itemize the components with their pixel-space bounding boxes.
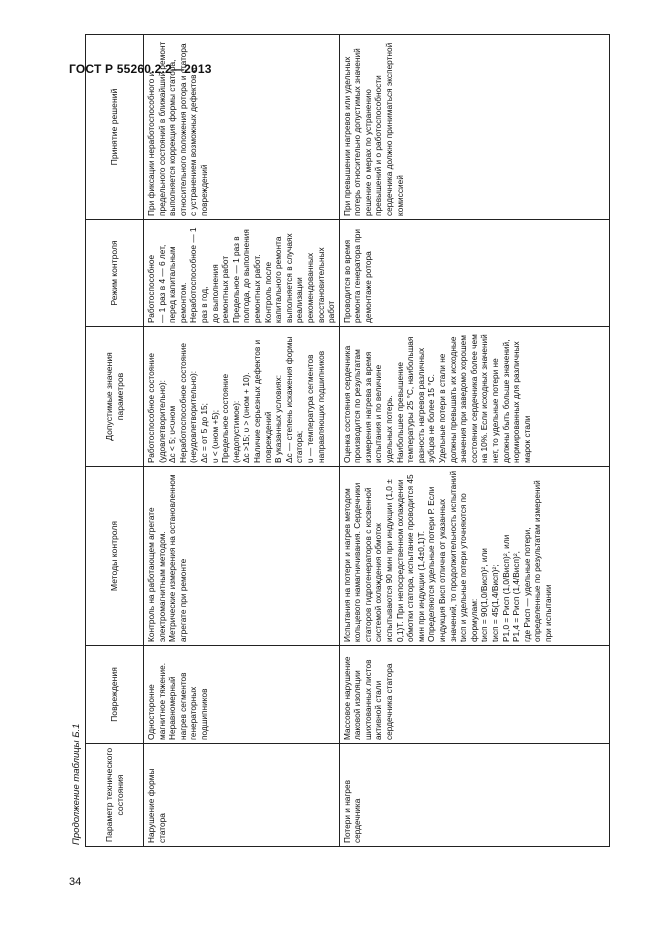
limits-line: Δс — степень искажения формы статора; xyxy=(283,336,305,463)
limits-line: Δс < 5; υ<υном xyxy=(167,405,178,463)
decision-cell: При превышении нагревов или удельных потерь относительно допустимых значений решение о мерах по устранению превышений и о работоспособности сердечника должно приниматься экспертной комиссией xyxy=(339,35,609,220)
limits-cell xyxy=(144,327,340,467)
limits-line: Δс >15; υ > (υном + 10). xyxy=(241,372,252,463)
methods-line: Определяются удельные потери Р. Если индукция Висп отлична от указанных значений, то продолжительность испытаний tисп и удельные потери уточняются по формулам: xyxy=(426,470,479,642)
methods-formula: tисп = 45(1,4/Bисп)²; xyxy=(490,564,500,642)
mode-cell: Проводится во время ремонта генератора при демонтаже ротора xyxy=(339,220,609,327)
mode-line: Работоспособное xyxy=(146,254,156,323)
mode-line: — 1 раз в 4 — 6 лет, xyxy=(156,244,167,323)
limits-line: Неработоспособное состояние (неудовлетворительно): xyxy=(177,343,199,463)
column-header: Принятие решений xyxy=(86,35,144,220)
conditions-table xyxy=(85,34,610,847)
methods-formula: P1,0 = Pисп (1,0/Bисп)², или xyxy=(500,534,511,642)
methods-line: Метрические измерения на остановленном агрегате при ремонте xyxy=(167,474,188,642)
mode-line: Предельное — 1 раз в полгода, до выполнения ремонтных работ. xyxy=(230,229,262,323)
limits-line: Наибольшее превышение температуры 25 °С, наибольшая разность нагревов различных зубцов не более 15 °С. xyxy=(394,336,437,463)
limits-line: Δс = от 5 до 15; xyxy=(198,403,209,463)
mode-line: Неработоспособное — 1 раз в год, xyxy=(188,227,209,323)
column-header: Режим контроля xyxy=(86,220,144,327)
limits-line: υ — температура сегментов направляющих подшипников xyxy=(304,350,326,463)
mode-line: до выполнения ремонтных работ xyxy=(209,255,231,323)
methods-line: Контроль на работающем агрегате электромагнитным методом. xyxy=(146,507,167,642)
table-row xyxy=(339,35,609,847)
table-header-row xyxy=(86,35,144,847)
parameter-cell: Нарушение формы статора xyxy=(144,744,340,847)
table-row xyxy=(144,35,340,847)
parameter-cell: Потери и нагрев сердечника xyxy=(339,744,609,847)
page-number: 34 xyxy=(69,876,82,888)
mode-line: Контроль после капитального ремонта xyxy=(262,236,284,323)
standard-code: ГОСТ Р 55260.2.2—2013 xyxy=(69,62,212,76)
decision-cell: При фиксации неработоспособного и предельного состояний в ближайший ремонт выполняется коррекция формы статора, относительного положения ротора и статора с устранением возможных дефектов и повреждений xyxy=(144,35,340,220)
column-header: Методы контроля xyxy=(86,467,144,646)
methods-line: Испытания на потери и нагрев методом кольцевого намагничивания. Сердечники статоров гидрогенераторов с косвенной системой охлаждения обмоток испытываются 90 мин при индукции (1,0 ± 0,1)Т. При непосредственном охлаждении обмотки статора, испытание проводится 45 мин при индукции (1,4±0,1)Т. xyxy=(341,474,426,642)
column-header: Параметр технического состояния xyxy=(86,744,144,847)
rotated-table-area xyxy=(71,35,566,847)
methods-line: где Рисп — удельные потери, определенные по результатам измерений при испытании xyxy=(521,480,553,642)
limits-line: Оценка состояния сердечника производится по результатам измерения нагрева за время испытания и по величине удельных потерь. xyxy=(341,345,395,463)
column-header: Повреждения xyxy=(86,646,144,744)
methods-formula: P1,4 = Pисп (1,4/Bисп)², xyxy=(511,551,522,642)
limits-line: Работоспособное состояние (удовлетворительно): xyxy=(146,352,167,463)
limits-line: Удельные потери в стали не должны превышать их исходные значения при заведомо хорошем состоянии сердечника более чем на 10%. Если исходных значений нет, то удельные потери не должны быть больше значений, нормированных для различных марок стали xyxy=(437,334,532,463)
methods-cell xyxy=(339,467,609,646)
limits-line: Наличие серьезных дефектов и повреждений xyxy=(251,339,273,463)
damage-cell: Массовое нарушение лаковой изоляции шихтованных листов активной стали сердечника статора xyxy=(339,646,609,744)
limits-line: υ < (υном +5); xyxy=(209,409,220,463)
limits-line: Предельное состояние (недопустимое): xyxy=(220,373,241,463)
mode-line: перед капитальным ремонтом. xyxy=(167,246,188,323)
methods-cell xyxy=(144,467,340,646)
mode-cell xyxy=(144,220,340,327)
mode-line: выполняется в случаях реализации рекомендованных восстановительных работ xyxy=(283,233,337,323)
table-caption: Продолжение таблицы Б.1 xyxy=(71,723,82,845)
methods-formula: tисп = 90(1,0/Bисп)², или xyxy=(479,548,490,642)
limits-line: В указанных условиях: xyxy=(273,374,284,463)
column-header: Допустимые значения параметров xyxy=(86,327,144,467)
damage-cell: Односторонне магнитное тяжение. Неравномерный нагрев сегментов генераторных подшипников xyxy=(144,646,340,744)
limits-cell xyxy=(339,327,609,467)
